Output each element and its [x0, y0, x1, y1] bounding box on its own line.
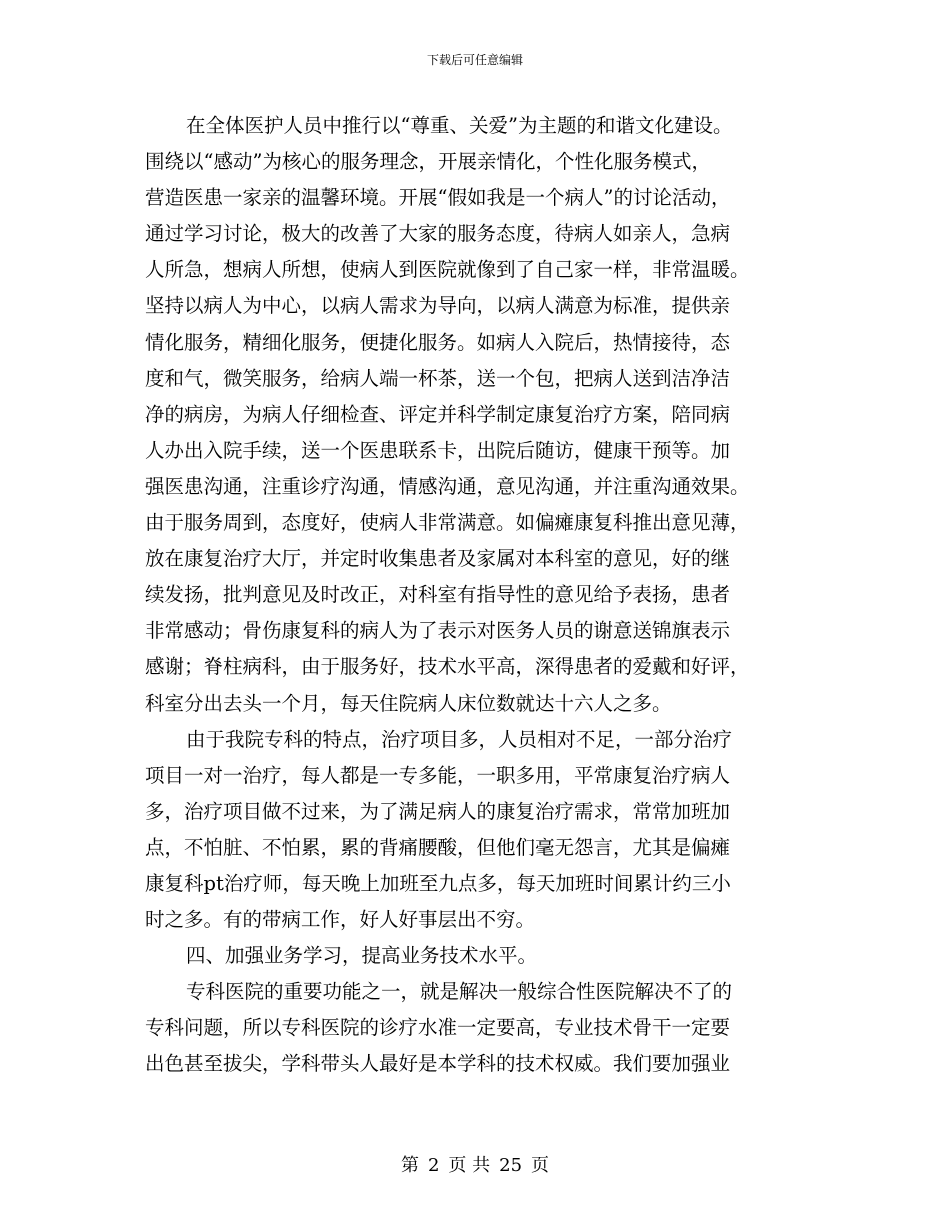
text-line: 时之多。有的带病工作，好人好事层出不穷。 — [145, 908, 536, 932]
total-pages: 25 — [499, 1155, 523, 1176]
text-line: 围绕以“感动”为核心的服务理念，开展亲情化，个性化服务模式， — [145, 150, 711, 174]
page-header — [0, 52, 950, 68]
text-line: 由于我院专科的特点，治疗项目多，人员相对不足，一部分治疗 — [186, 727, 733, 751]
text-line: 科室分出去头一个月，每天住院病人床位数就达十六人之多。 — [145, 691, 672, 715]
text-line: 坚持以病人为中心，以病人需求为导向，以病人满意为标准，提供亲 — [145, 294, 731, 318]
text-line: 净的病房，为病人仔细检查、评定并科学制定康复治疗方案，陪同病 — [145, 402, 731, 426]
page-number-mid: 页 共 — [448, 1155, 491, 1176]
text-line: 项目一对一治疗，每人都是一专多能，一职多用，平常康复治疗病人 — [145, 763, 731, 787]
text-line: 情化服务，精细化服务，便捷化服务。如病人入院后，热情接待，态 — [145, 330, 731, 354]
text-line: 人所急，想病人所想，使病人到医院就像到了自己家一样，非常温暖。 — [145, 258, 750, 282]
text-line: 出色甚至拔尖，学科带头人最好是本学科的技术权威。我们要加强业 — [145, 1052, 731, 1076]
header-note: 下载后可任意编辑 — [426, 53, 523, 67]
text-line: 度和气，微笑服务，给病人端一杯茶，送一个包，把病人送到洁净洁 — [145, 366, 731, 390]
text-line: 由于服务周到，态度好，使病人非常满意。如偏瘫康复科推出意见薄， — [145, 511, 750, 535]
page-number-prefix: 第 — [400, 1155, 419, 1176]
text-line: 通过学习讨论，极大的改善了大家的服务态度，待病人如亲人，急病 — [145, 222, 731, 246]
text-line: 在全体医护人员中推行以“尊重、关爱”为主题的和谐文化建设。 — [186, 114, 733, 137]
text-line: 营造医患一家亲的温馨环境。开展“假如我是一个病人”的讨论活动， — [145, 186, 731, 210]
section-heading: 四、加强业务学习，提高业务技术水平。 — [186, 944, 538, 968]
text-line: 续发扬，批判意见及时改正，对科室有指导性的意见给予表扬，患者 — [145, 583, 731, 607]
current-page-number: 2 — [427, 1155, 440, 1176]
text-line: 感谢；脊柱病科，由于服务好，技术水平高，深得患者的爱戴和好评， — [145, 655, 750, 679]
text-line: 专科医院的重要功能之一，就是解决一般综合性医院解决不了的 — [186, 980, 733, 1004]
text-line: 多，治疗项目做不过来，为了满足病人的康复治疗需求，常常加班加 — [145, 799, 731, 823]
text-line: 强医患沟通，注重诊疗沟通，情感沟通，意见沟通，并注重沟通效果。 — [145, 474, 750, 498]
text-line: 非常感动；骨伤康复科的病人为了表示对医务人员的谢意送锦旗表示 — [145, 619, 731, 643]
text-line: 康复科pt治疗师，每天晚上加班至九点多，每天加班时间累计约三小 — [145, 871, 731, 895]
page-footer — [0, 1155, 950, 1177]
text-line: 放在康复治疗大厅，并定时收集患者及家属对本科室的意见，好的继 — [145, 547, 731, 571]
page-number-suffix: 页 — [531, 1155, 550, 1176]
text-line: 专科问题，所以专科医院的诊疗水准一定要高，专业技术骨干一定要 — [145, 1016, 731, 1040]
document-body — [145, 108, 810, 1083]
text-line: 人办出入院手续，送一个医患联系卡，出院后随访，健康干预等。加 — [145, 438, 731, 462]
text-line: 点，不怕脏、不怕累，累的背痛腰酸，但他们毫无怨言，尤其是偏瘫 — [145, 835, 731, 859]
